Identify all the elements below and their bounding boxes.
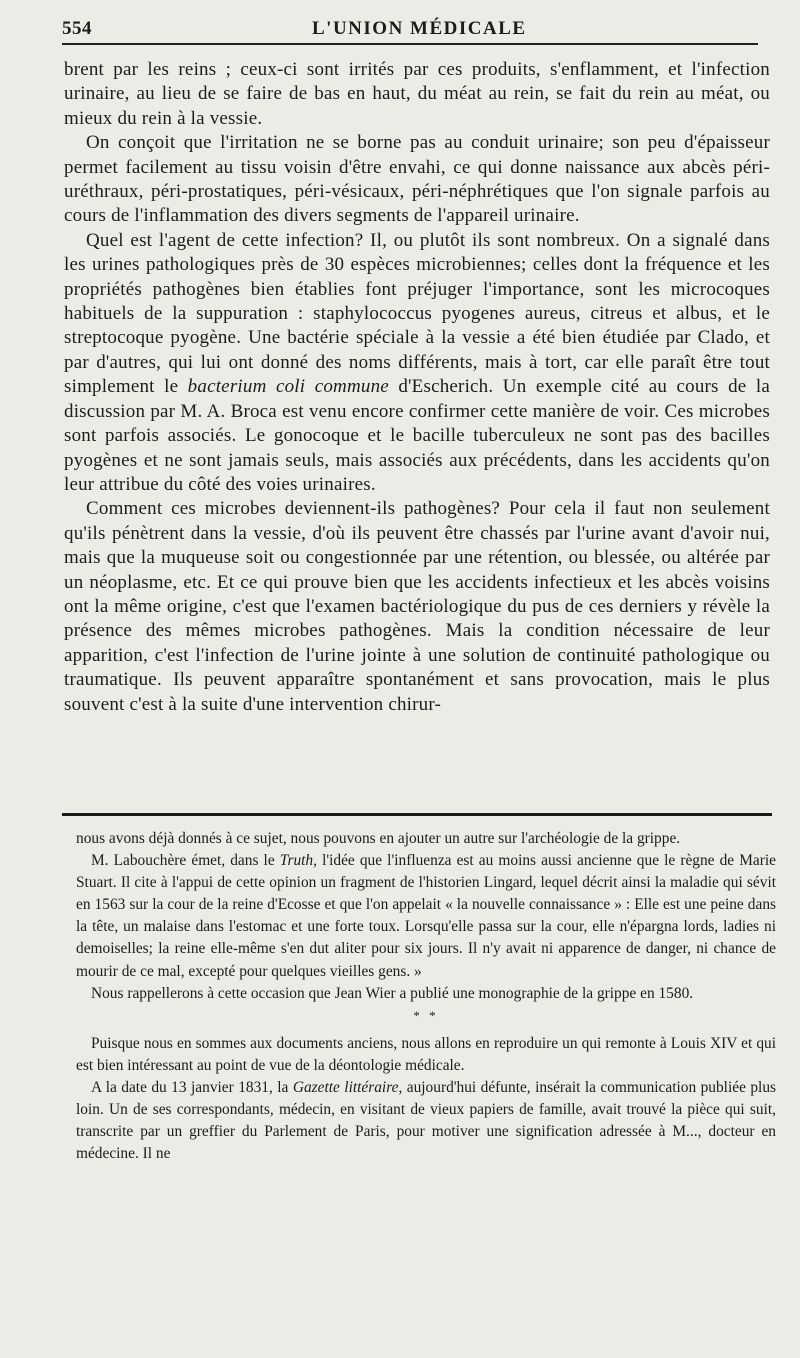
feuilleton-rule <box>62 813 772 816</box>
bacterium-name: bacterium coli commune <box>187 376 389 398</box>
feuilleton-paragraph-5-text-a: A la date du 13 janvier 1831, la <box>91 1078 293 1096</box>
page-number: 554 <box>62 18 92 39</box>
feuilleton-paragraph-3: Nous rappellerons à cette occasion que Jean Wier a publié une monographie de la grippe en 1580. <box>91 984 694 1002</box>
truth-title: Truth, <box>279 852 317 870</box>
feuilleton-section <box>76 828 776 1165</box>
paragraph-3 <box>64 229 770 497</box>
feuilleton-paragraph-2-text-b: l'idée que l'influenza est au moins aussi ancienne que le règne de Marie Stuart. Il cite à l'appui de cette opinion un fragment de l'historien Lingard, lequel décrit ainsi la maladie qui sévit en 1563 sur la cour de la reine d'Ecosse et que l'on appelait « la nouvelle connaissance » : Elle est une peine dans la tête, un malaise dans l'estomac et une forte toux. Lorsqu'elle passa sur la cour, elle n'épargna lords, ladies ni demoiselles; la reine elle-même s'en dut aliter pour six jours. Il n'y avait ni apparence de danger, ni chance de mourir de ce mal, excepté pour quelques vieilles gens. » <box>76 852 776 980</box>
paragraph-3-text-b: d'Escherich. Un exemple cité au cours de la discussion par M. A. Broca est venu encore confirmer cette manière de voir. Ces microbes sont parfois associés. Le gonocoque et le bacille tuberculeux ne sont pas des bacilles pyogènes et ne sont jamais seuls, mais associés aux précédents, dans les accidents qu'on leur attribue du côté des voies urinaires. <box>64 376 770 495</box>
feuilleton-paragraph-5 <box>76 1077 776 1165</box>
paragraph-1: brent par les reins ; ceux-ci sont irrités par ces produits, s'enflamment, et l'infection urinaire, au lieu de se faire de bas en haut, du méat au rein, se fait du rein au méat, ou mieux du rein à la vessie. <box>64 59 770 129</box>
paragraph-3-text-a: Quel est l'agent de cette infection? Il, ou plutôt ils sont nombreux. On a signalé dans les urines pathologiques près de 30 espèces microbiennes; celles dont la fréquence et les propriétés pathogènes bien établies font préjuger l'importance, sont les microcoques habituels de la suppuration : staphylococcus pyogenes aureus, citreus et albus, et le streptocoque pyogène. Une bactérie spéciale à la vessie a été bien étudiée par Clado, et par d'autres, qui lui ont donné des noms différents, mais à tort, car elle paraît être tout simplement le <box>64 229 770 398</box>
paragraph-2: On conçoit que l'irritation ne se borne pas au conduit urinaire; son peu d'épaisseur permet facilement au tissu voisin d'être envahi, ce qui donne naissance aux abcès péri-uréthraux, péri-prostatiques, péri-vésicaux, péri-néphrétiques que l'on signale parfois au cours de l'inflammation des divers segments de l'appareil urinaire. <box>64 132 770 227</box>
feuilleton-paragraph-5-text-b: aujourd'hui défunte, insérait la communication publiée plus loin. Un de ses correspondants, médecin, en visitant de vieux papiers de famille, avait trouvé la pièce qui suit, transcrite par un greffier du Parlement de Paris, pour motiver une signification adressée à M..., docteur en médecine. Il ne <box>76 1078 776 1163</box>
feuilleton-paragraph-4: Puisque nous en sommes aux documents anciens, nous allons en reproduire un qui remonte à Louis XIV et qui est bien intéressant au point de vue de la déontologie médicale. <box>76 1034 776 1074</box>
paragraph-4: Comment ces microbes deviennent-ils pathogènes? Pour cela il faut non seulement qu'ils pénètrent dans la vessie, d'où ils peuvent être chassés par l'urine avant d'avoir nui, mais que la muqueuse soit ou congestionnée par une rétention, ou blessée, ou altérée par un néoplasme, etc. Et ce qui prouve bien que les accidents infectieux et les abcès voisins ont la même origine, c'est que l'examen bactériologique du pus de ces derniers y révèle la présence des mêmes microbes pathogènes. Mais la condition nécessaire de leur apparition, c'est l'infection de l'urine jointe à une solution de continuité pathologique ou traumatique. Ils peuvent apparaître spontanément et sans provocation, mais le plus souvent c'est à la suite d'une intervention chirur- <box>64 498 770 715</box>
gazette-title: Gazette littéraire, <box>292 1078 403 1096</box>
feuilleton-paragraph-2-text-a: M. Labouchère émet, dans le <box>91 852 280 870</box>
journal-title: L'UNION MÉDICALE <box>312 18 527 39</box>
main-article <box>64 58 770 717</box>
section-separator: * * <box>413 1007 439 1023</box>
page-header <box>62 12 758 42</box>
feuilleton-paragraph-1: nous avons déjà donnés à ce sujet, nous pouvons en ajouter un autre sur l'archéologie de la grippe. <box>76 830 681 847</box>
feuilleton-paragraph-2 <box>76 850 776 983</box>
header-rule <box>62 43 758 45</box>
